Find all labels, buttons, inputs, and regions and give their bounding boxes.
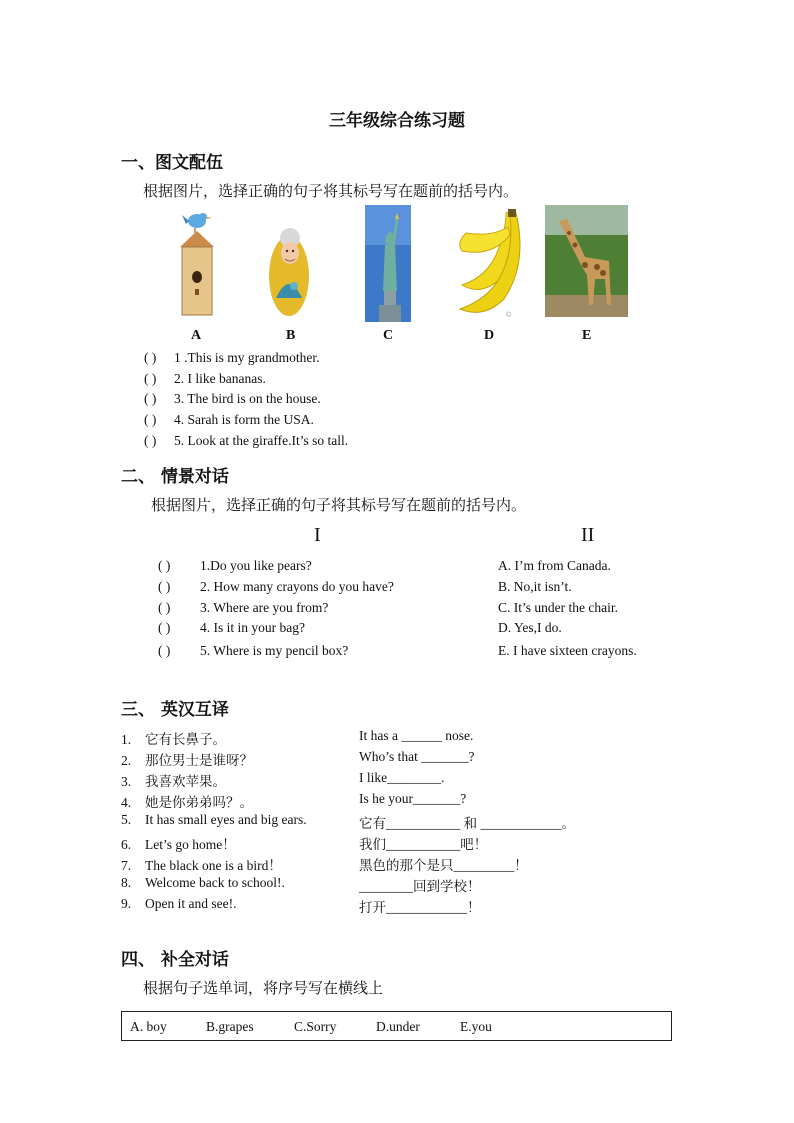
question-text: 4. Is it in your bag? (200, 620, 305, 635)
section1-heading: 一、图文配伍 (121, 153, 223, 173)
dialogue-question (158, 620, 305, 636)
word-option: B.grapes (206, 1019, 254, 1034)
row-prompt: It has small eyes and big ears. (145, 812, 307, 827)
dialogue-question (158, 643, 348, 659)
picture-label-e: E (582, 328, 592, 343)
picture-label-d: D (484, 328, 495, 343)
section3-heading: 三、 英汉互译 (121, 700, 229, 720)
bird-house-picture (176, 207, 218, 317)
translation-answer[interactable]: 黑色的那个是只_________！ (359, 858, 528, 873)
translation-answer[interactable]: I like________. (359, 770, 445, 785)
row-number: 1. (121, 732, 132, 747)
translation-row (121, 770, 226, 790)
row-number: 3. (121, 774, 132, 789)
item-text: 3. The bird is on the house. (174, 391, 321, 406)
translation-row (121, 833, 236, 853)
grandmother-picture (268, 208, 310, 318)
column-header-i: I (314, 524, 321, 546)
dialogue-answer: B. No,it isn’t. (498, 579, 572, 594)
bananas-picture (452, 207, 526, 321)
answer-paren[interactable]: ( ) (158, 620, 171, 635)
answer-paren[interactable]: ( ) (144, 350, 157, 365)
word-option: D.under (376, 1019, 420, 1034)
section4-instruction: 根据句子选单词，将序号写在横线上 (143, 979, 384, 997)
question-text: 2. How many crayons do you have? (200, 579, 394, 594)
dialogue-answer: E. I have sixteen crayons. (498, 643, 637, 658)
answer-paren[interactable]: ( ) (158, 579, 171, 594)
section2-heading: 二、 情景对话 (121, 467, 229, 487)
answer-paren[interactable]: ( ) (144, 433, 157, 448)
page-title: 三年级综合练习题 (329, 111, 465, 131)
section1-instruction: 根据图片，选择正确的句子将其标号写在题前的括号内。 (143, 182, 519, 200)
answer-paren[interactable]: ( ) (158, 558, 171, 573)
section1-item (144, 391, 321, 407)
row-number: 7. (121, 858, 132, 873)
translation-answer[interactable]: Is he your_______? (359, 791, 467, 806)
row-prompt: Let’s go home！ (145, 837, 236, 852)
row-number: 8. (121, 875, 132, 890)
row-prompt: 它有长鼻子。 (145, 732, 226, 747)
translation-row (121, 896, 236, 912)
translation-answer[interactable]: 它有___________ 和 ____________。 (359, 816, 575, 831)
row-number: 2. (121, 753, 132, 768)
question-text: 3. Where are you from? (200, 600, 329, 615)
answer-paren[interactable]: ( ) (144, 391, 157, 406)
word-option: C.Sorry (294, 1019, 337, 1034)
translation-answer[interactable]: Who’s that _______? (359, 749, 475, 764)
row-prompt: 她是你弟弟吗？。 (145, 795, 253, 810)
statue-of-liberty-picture (365, 205, 411, 322)
dialogue-question (158, 579, 394, 595)
translation-row (121, 812, 307, 828)
word-option: A. boy (130, 1019, 167, 1034)
column-header-ii: II (581, 524, 595, 546)
row-prompt: 我喜欢苹果。 (145, 774, 226, 789)
dialogue-question (158, 558, 312, 574)
giraffe-picture (545, 205, 628, 317)
row-number: 5. (121, 812, 132, 827)
translation-answer[interactable]: 打开____________！ (359, 900, 481, 915)
translation-row (121, 728, 226, 748)
translation-row (121, 791, 253, 811)
translation-answer[interactable]: ________回到学校！ (359, 879, 481, 894)
answer-paren[interactable]: ( ) (144, 371, 157, 386)
item-text: 5. Look at the giraffe.It’s so tall. (174, 433, 349, 448)
answer-paren[interactable]: ( ) (144, 412, 157, 427)
svg-text:©: © (506, 312, 512, 319)
picture-label-c: C (383, 328, 394, 343)
section1-item (144, 433, 348, 449)
item-text: 2. I like bananas. (174, 371, 266, 386)
section4-heading: 四、 补全对话 (121, 950, 229, 970)
item-text: 4. Sarah is form the USA. (174, 412, 314, 427)
row-prompt: 那位男士是谁呀？ (145, 753, 253, 768)
dialogue-answer: A. I’m from Canada. (498, 558, 611, 573)
row-number: 9. (121, 896, 132, 911)
word-option: E.you (460, 1019, 492, 1034)
picture-label-b: B (286, 328, 296, 343)
translation-answer[interactable]: 我们___________吧！ (359, 837, 488, 852)
section1-item (144, 371, 266, 387)
dialogue-question (158, 600, 328, 616)
row-number: 6. (121, 837, 132, 852)
question-text: 5. Where is my pencil box? (200, 643, 349, 658)
row-prompt: Open it and see!. (145, 896, 237, 911)
answer-paren[interactable]: ( ) (158, 600, 171, 615)
picture-label-a: A (191, 328, 202, 343)
translation-row (121, 854, 282, 874)
dialogue-answer: C. It’s under the chair. (498, 600, 618, 615)
question-text: 1.Do you like pears? (200, 558, 312, 573)
translation-row (121, 749, 253, 769)
translation-row (121, 875, 285, 891)
answer-paren[interactable]: ( ) (158, 643, 171, 658)
section1-item (144, 412, 314, 428)
dialogue-answer: D. Yes,I do. (498, 620, 562, 635)
translation-answer[interactable]: It has a ______ nose. (359, 728, 474, 743)
row-number: 4. (121, 795, 132, 810)
item-text: 1 .This is my grandmother. (174, 350, 320, 365)
row-prompt: Welcome back to school!. (145, 875, 285, 890)
row-prompt: The black one is a bird！ (145, 858, 282, 873)
section2-instruction: 根据图片，选择正确的句子将其标号写在题前的括号内。 (151, 496, 527, 514)
section1-item (144, 350, 320, 366)
